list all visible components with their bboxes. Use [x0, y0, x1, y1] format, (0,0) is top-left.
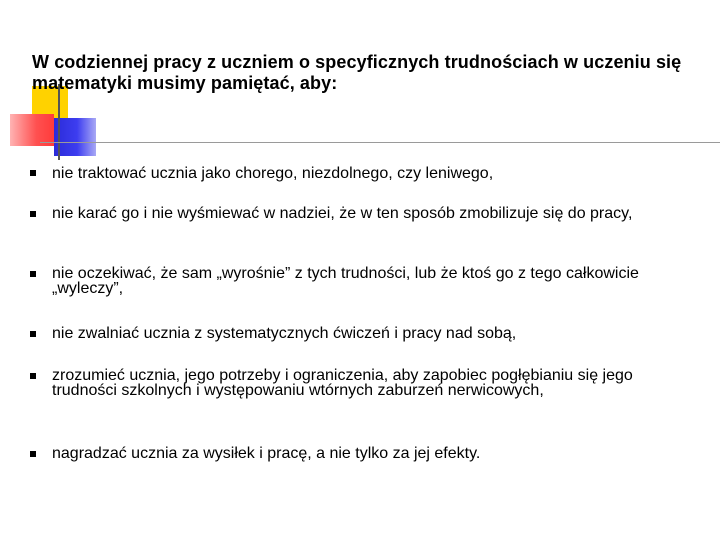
list-item-text: nie oczekiwać, że sam „wyrośnie” z tych trudności, lub że ktoś go z tego całkowicie „wyleczy”, [52, 265, 639, 297]
bullet-square-icon [30, 451, 36, 457]
bullet-square-icon [30, 373, 36, 379]
vertical-rule [58, 84, 60, 160]
list-item-text: nie zwalniać ucznia z systematycznych ćwiczeń i pracy nad sobą, [52, 325, 517, 342]
list-item-text: nagradzać ucznia za wysiłek i pracę, a nie tylko za jej efekty. [52, 445, 481, 462]
bullet-square-icon [30, 170, 36, 176]
list-item-text: nie traktować ucznia jako chorego, niezdolnego, czy leniwego, [52, 165, 494, 182]
bullet-square-icon [30, 331, 36, 337]
list-item-text: nie karać go i nie wyśmiewać w nadziei, że w ten sposób zmobilizuje się do pracy, [52, 205, 633, 222]
blue-square-decoration [54, 118, 96, 156]
bullet-square-icon [30, 211, 36, 217]
list-item-text: zrozumieć ucznia, jego potrzeby i ograniczenia, aby zapobiec pogłębianiu się jego trudności szkolnych i występowaniu wtórnych zaburzeń nerwicowych, [52, 367, 633, 399]
bullet-square-icon [30, 271, 36, 277]
slide-title: W codziennej pracy z uczniem o specyficznych trudnościach w uczeniu się matematyki musimy pamiętać, aby: [32, 52, 682, 93]
horizontal-rule [40, 142, 720, 143]
